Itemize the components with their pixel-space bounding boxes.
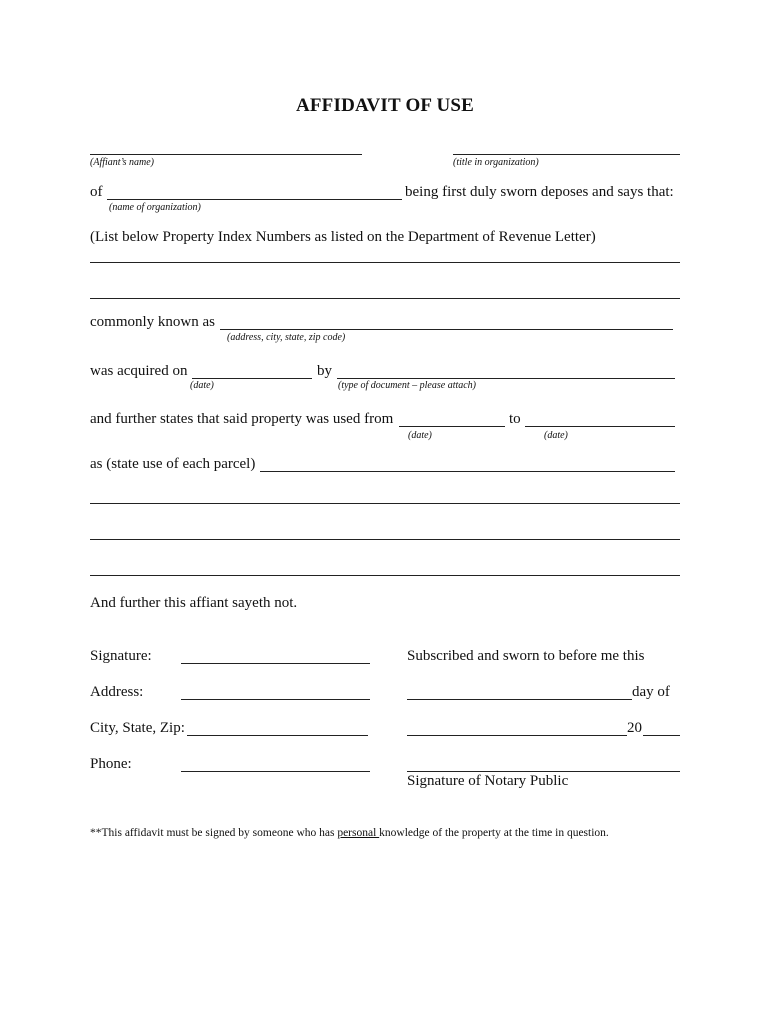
state-use-label: as (state use of each parcel)	[90, 456, 256, 472]
address-label: Address:	[90, 684, 144, 700]
page-title: AFFIDAVIT OF USE	[295, 95, 475, 116]
footnote	[90, 826, 609, 840]
signature-line[interactable]	[181, 663, 370, 664]
acquired-date-caption: (date)	[190, 380, 214, 391]
document-type-caption: (type of document – please attach)	[338, 380, 477, 391]
address-line[interactable]	[220, 329, 673, 330]
by-label: by	[317, 363, 332, 379]
notary-day-line[interactable]	[407, 699, 632, 700]
sworn-statement: being first duly sworn deposes and says that:	[405, 184, 674, 200]
used-to-date-line[interactable]	[525, 426, 675, 427]
title-in-organization-caption: (title in organization)	[453, 157, 539, 168]
used-from-label: and further states that said property was used from	[90, 411, 394, 427]
year-prefix-label: 20	[627, 720, 642, 736]
notary-month-line[interactable]	[407, 735, 627, 736]
of-label: of	[90, 184, 103, 200]
footnote-text-before: **This affidavit must be signed by someone who has	[90, 827, 338, 839]
acquired-on-label: was acquired on	[90, 363, 188, 379]
address-caption: (address, city, state, zip code)	[227, 332, 346, 343]
affiant-name-line[interactable]	[90, 154, 362, 155]
city-state-zip-label: City, State, Zip:	[90, 720, 185, 736]
notary-year-line[interactable]	[643, 735, 680, 736]
acquired-date-line[interactable]	[192, 378, 312, 379]
affiant-name-caption: (Affiant’s name)	[90, 157, 154, 168]
subscribed-sworn-text: Subscribed and sworn to before me this	[407, 648, 645, 664]
phone-label: Phone:	[90, 756, 132, 772]
organization-name-caption: (name of organization)	[109, 202, 201, 213]
commonly-known-label: commonly known as	[90, 314, 215, 330]
used-to-date-caption: (date)	[544, 430, 568, 441]
property-index-instructions: (List below Property Index Numbers as listed on the Department of Revenue Letter)	[90, 229, 596, 245]
used-from-date-line[interactable]	[399, 426, 505, 427]
state-use-line-2[interactable]	[90, 503, 680, 504]
phone-line[interactable]	[181, 771, 370, 772]
state-use-line-1[interactable]	[260, 471, 675, 472]
footnote-emphasis: personal	[337, 827, 380, 839]
property-index-line-1[interactable]	[90, 262, 680, 263]
footnote-text-after: knowledge of the property at the time in question.	[379, 827, 609, 839]
title-in-organization-line[interactable]	[453, 154, 680, 155]
organization-name-line[interactable]	[107, 199, 402, 200]
document-type-line[interactable]	[337, 378, 675, 379]
used-from-date-caption: (date)	[408, 430, 432, 441]
state-use-line-3[interactable]	[90, 539, 680, 540]
state-use-line-4[interactable]	[90, 575, 680, 576]
city-state-zip-line[interactable]	[187, 735, 368, 736]
notary-signature-label: Signature of Notary Public	[407, 773, 569, 789]
to-label: to	[509, 411, 521, 427]
property-index-line-2[interactable]	[90, 298, 680, 299]
sayeth-not-statement: And further this affiant sayeth not.	[90, 595, 298, 611]
day-of-label: day of	[632, 684, 670, 700]
signature-label: Signature:	[90, 648, 152, 664]
signer-address-line[interactable]	[181, 699, 370, 700]
